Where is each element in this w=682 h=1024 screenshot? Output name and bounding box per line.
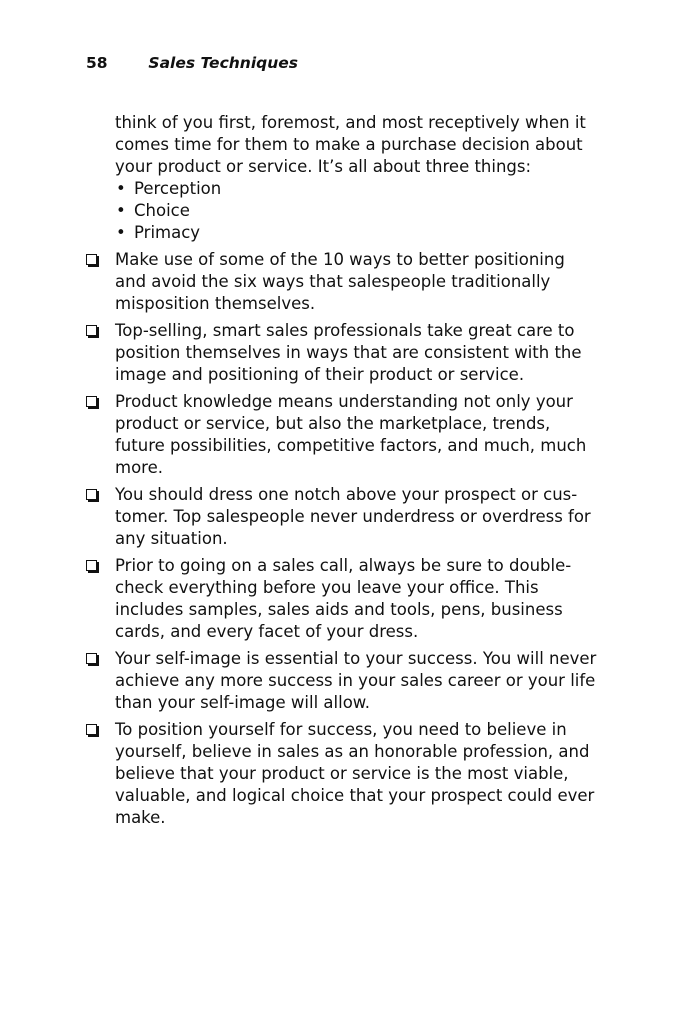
- checklist-item-text: Product knowledge means understanding not only your product or service, but also the marketplace, trends, future possibilities, competitive factors, and much, much more.: [115, 392, 587, 477]
- bullet-list: [115, 178, 601, 244]
- page-content: [86, 112, 601, 829]
- checklist: [86, 249, 601, 829]
- checklist-item: [86, 719, 601, 829]
- list-item: [115, 178, 601, 200]
- checklist-item-text: Make use of some of the 10 ways to better positioning and avoid the six ways that salespeople traditionally misposition themselves.: [115, 250, 565, 313]
- checkbox-icon: [86, 489, 97, 500]
- checklist-item-text: You should dress one notch above your prospect or customer. Top salespeople never underdress or overdress for any situation.: [115, 485, 591, 548]
- bullet-text: Perception: [134, 179, 222, 198]
- running-title: Sales Techniques: [148, 54, 299, 72]
- checkbox-icon: [86, 396, 97, 407]
- checklist-item: [86, 249, 601, 315]
- checklist-item-text: Prior to going on a sales call, always be sure to doublecheck everything before you leave your office. This includes samples, sales aids and tools, pens, business cards, and every facet of your dress.: [115, 556, 572, 641]
- checklist-item-text: Top-selling, smart sales professionals take great care to position themselves in ways that are consistent with the image and positioning of their product or service.: [115, 321, 582, 384]
- intro-paragraph: think of you first, foremost, and most receptively when it comes time for them to make a purchase decision about your product or service. It’s all about three things:: [115, 113, 586, 176]
- bullet-text: Choice: [134, 201, 190, 220]
- checklist-item: [86, 555, 601, 643]
- checklist-item-text: To position yourself for success, you need to believe in yourself, believe in sales as an honorable profession, and believe that your product or service is the most viable, valuable, and logical choice that your prospect could ever make.: [115, 720, 595, 827]
- bullet-text: Primacy: [134, 223, 201, 242]
- checklist-item: [86, 391, 601, 479]
- page-header: [86, 54, 298, 72]
- checklist-item: [86, 320, 601, 386]
- page-number: 58: [86, 54, 108, 72]
- checklist-item: [86, 648, 601, 714]
- checkbox-icon: [86, 653, 97, 664]
- checkbox-icon: [86, 560, 97, 571]
- checkbox-icon: [86, 325, 97, 336]
- list-item: [115, 200, 601, 222]
- list-item: [115, 222, 601, 244]
- checklist-item: [86, 484, 601, 550]
- checkbox-icon: [86, 254, 97, 265]
- bullet-icon: •: [116, 179, 126, 198]
- bullet-icon: •: [116, 223, 126, 242]
- bullet-icon: •: [116, 201, 126, 220]
- checkbox-icon: [86, 724, 97, 735]
- checklist-item-text: Your self-image is essential to your success. You will never achieve any more success in your sales career or your life than your self-image will allow.: [115, 649, 597, 712]
